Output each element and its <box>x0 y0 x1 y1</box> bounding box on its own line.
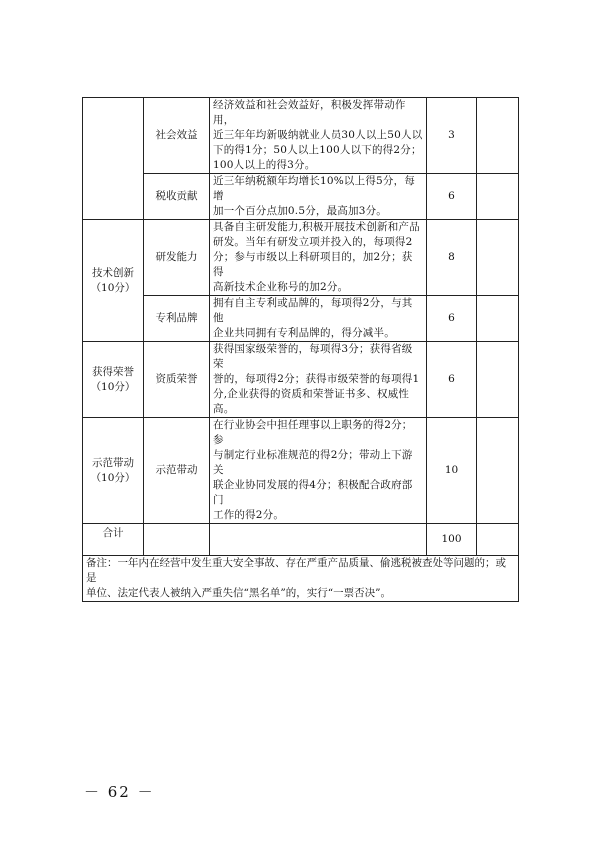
criteria-cell: 经济效益和社会效益好，积极发挥带动作用， 近三年年均新吸纳就业人员30人以上50人以 下的得1分；50人以上100人以下的得2分； 100人以上的得3分。 <box>210 98 427 174</box>
blank-cell <box>210 524 427 556</box>
score-cell: 6 <box>427 342 477 418</box>
blank-cell <box>477 418 519 524</box>
note-cell: 备注：一年内在经营中发生重大安全事故、存在严重产品质量、偷逃税被查处等问题的；或是 单位、法定代表人被纳入严重失信“黑名单”的，实行“一票否决”。 <box>83 556 519 602</box>
sub-item-cell: 专利品牌 <box>144 296 210 342</box>
category-cell-tech-innovation: 技术创新 （10分） <box>83 220 144 342</box>
sub-item-cell: 税收贡献 <box>144 174 210 220</box>
total-label: 合计 <box>83 524 144 556</box>
sub-item-cell: 研发能力 <box>144 220 210 296</box>
blank-cell <box>477 342 519 418</box>
criteria-cell: 具备自主研发能力,积极开展技术创新和产品 研发。当年有研发立项并投入的，每项得2 分；参与市级以上科研项目的，加2分；获得 高新技术企业称号的加2分。 <box>210 220 427 296</box>
sub-item-cell: 社会效益 <box>144 98 210 174</box>
blank-cell <box>477 174 519 220</box>
table-row-rd-capability <box>83 220 519 296</box>
category-cell-demonstration: 示范带动 （10分） <box>83 418 144 524</box>
table-row-note <box>83 556 519 602</box>
blank-cell <box>144 524 210 556</box>
sub-item-cell: 示范带动 <box>144 418 210 524</box>
criteria-cell: 近三年纳税额年均增长10%以上得5分，每增 加一个百分点加0.5分，最高加3分。 <box>210 174 427 220</box>
table-row-patent-brand <box>83 296 519 342</box>
criteria-cell: 拥有自主专利或品牌的，每项得2分，与其他 企业共同拥有专利品牌的，得分减半。 <box>210 296 427 342</box>
blank-cell <box>477 220 519 296</box>
blank-cell <box>477 296 519 342</box>
criteria-cell: 在行业协会中担任理事以上职务的得2分；参 与制定行业标准规范的得2分；带动上下游关 联企业协同发展的得4分；积极配合政府部门 工作的得2分。 <box>210 418 427 524</box>
score-cell: 8 <box>427 220 477 296</box>
score-cell: 10 <box>427 418 477 524</box>
score-cell: 6 <box>427 174 477 220</box>
table-row-social-benefit <box>83 98 519 174</box>
category-cell-honors: 获得荣誉 （10分） <box>83 342 144 418</box>
scoring-table <box>82 97 519 602</box>
table-row-demonstration <box>83 418 519 524</box>
table-row-total <box>83 524 519 556</box>
category-cell-continued <box>83 98 144 220</box>
blank-cell <box>477 524 519 556</box>
total-score: 100 <box>427 524 477 556</box>
table-row-tax-contribution <box>83 174 519 220</box>
score-cell: 3 <box>427 98 477 174</box>
table-row-honors <box>83 342 519 418</box>
blank-cell <box>477 98 519 174</box>
page-number: － 62 － <box>84 783 155 801</box>
criteria-cell: 获得国家级荣誉的，每项得3分；获得省级荣 誉的，每项得2分；获得市级荣誉的每项得1 分,企业获得的资质和荣誉证书多、权威性高。 <box>210 342 427 418</box>
score-cell: 6 <box>427 296 477 342</box>
sub-item-cell: 资质荣誉 <box>144 342 210 418</box>
